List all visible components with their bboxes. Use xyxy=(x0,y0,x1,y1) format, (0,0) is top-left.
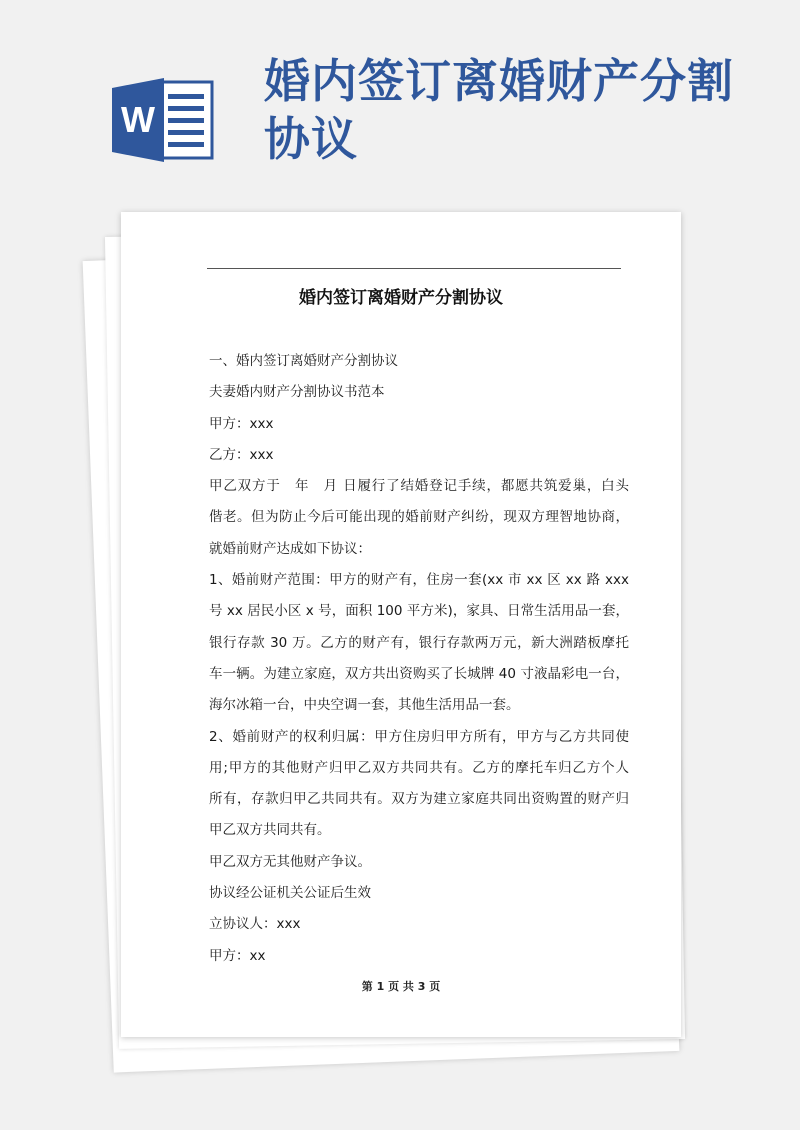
header-rule xyxy=(207,268,621,269)
document-body xyxy=(209,346,629,972)
document-line: 就婚前财产达成如下协议： xyxy=(209,540,371,557)
document-title: 婚内签订离婚财产分割协议 xyxy=(299,288,503,308)
document-line: 协议经公证机关公证后生效 xyxy=(209,885,371,902)
page-number-footer: 第 1 页 共 3 页 xyxy=(361,980,441,993)
document-line: 银行存款 30 万。乙方的财产有，银行存款两万元，新大洲踏板摩托 xyxy=(209,634,629,651)
document-line: 所有，存款归甲乙共同共有。双方为建立家庭共同出资购置的财产归 xyxy=(209,791,629,808)
document-line: 偕老。但为防止今后可能出现的婚前财产纠纷，现双方理智地协商， xyxy=(209,509,629,526)
word-document-icon xyxy=(112,78,214,162)
document-line: 立协议人：xxx xyxy=(209,916,301,933)
page-title: 婚内签订离婚财产分割协议 xyxy=(264,54,734,166)
word-icon-letter: W xyxy=(121,99,155,140)
document-line: 用;甲方的其他财产归甲乙双方共同共有。乙方的摩托车归乙方个人 xyxy=(209,759,629,776)
document-line: 海尔冰箱一台，中央空调一套，其他生活用品一套。 xyxy=(209,697,520,714)
document-line: 车一辆。为建立家庭，双方共出资购买了长城牌 40 寸液晶彩电一台， xyxy=(209,665,629,682)
document-line: 甲乙双方无其他财产争议。 xyxy=(209,853,371,870)
document-line: 1、婚前财产范围：甲方的财产有，住房一套(xx 市 xx 区 xx 路 xxx xyxy=(209,572,629,589)
document-line: 号 xx 居民小区 x 号，面积 100 平方米)，家具、日常生活用品一套， xyxy=(209,603,629,620)
document-line: 甲乙双方共同共有。 xyxy=(209,822,331,839)
document-line: 2、婚前财产的权利归属：甲方住房归甲方所有，甲方与乙方共同使 xyxy=(209,728,629,745)
document-page xyxy=(121,212,681,1037)
document-line: 一、婚内签订离婚财产分割协议 xyxy=(209,353,398,369)
document-line: 夫妻婚内财产分割协议书范本 xyxy=(209,384,385,401)
document-line: 甲方：xxx xyxy=(209,415,274,432)
document-line: 甲乙双方于 年 月 日履行了结婚登记手续，都愿共筑爱巢，白头 xyxy=(209,478,629,495)
document-line: 甲方：xx xyxy=(209,947,266,964)
document-line: 乙方：xxx xyxy=(209,446,274,463)
